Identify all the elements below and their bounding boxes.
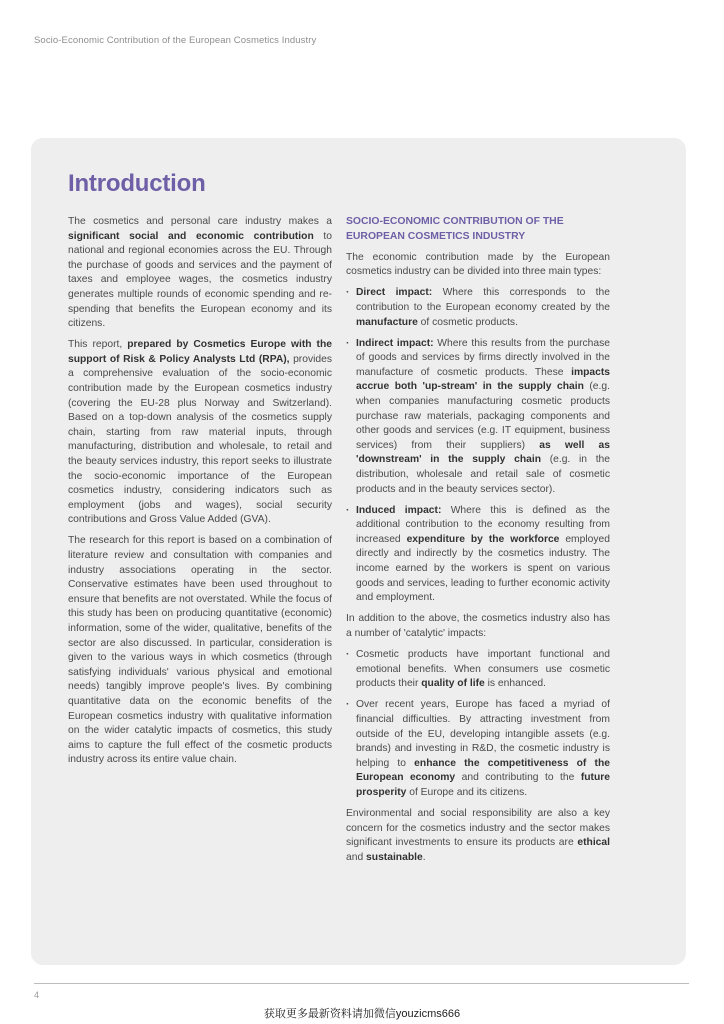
right-column	[346, 215, 610, 872]
closing-paragraph: Environmental and social responsibility are also a key concern for the cosmetics industry and the sector makes significant investments to ensure its products are ethical and sustainable.	[346, 807, 610, 863]
bullet-induced-impact: · Induced impact: Where this is defined as the additional contribution to the economy resulting from increased expenditure by the workforce employed directly and indirectly by the cosmetics industry. The income earned by the workers is spent on various goods and services, leading to further economic activity and employment.	[346, 504, 610, 606]
page-title: Introduction	[68, 170, 206, 197]
bullet-indirect-impact: · Indirect impact: Where this results from the purchase of goods and services by firms directly involved in the manufacture of cosmetic products. These impacts accrue both 'up-stream' in the supply chain (e.g. when companies manufacturing cosmetic products purchase raw materials, packaging components and other goods and services (e.g. IT equipment, business services) from their suppliers) as well as 'downstream' in the supply chain (e.g. in the distribution, wholesale and retail sale of cosmetic products and in the beauty services sector).	[346, 337, 610, 498]
intro-paragraph-1: The cosmetics and personal care industry makes a significant social and economic contribution to national and regional economies across the EU. Through the purchase of goods and services and the payment of taxes and employee wages, the cosmetics industry generates multiple rounds of economic spending and re-spending that benefits the European economy and its citizens.	[68, 216, 332, 330]
contribution-intro: The economic contribution made by the European cosmetics industry can be divided into three main types:	[346, 251, 610, 278]
watermark-text: 获取更多最新资料请加微信youzicms666	[263, 1008, 461, 1020]
running-header: Socio-Economic Contribution of the European Cosmetics Industry	[34, 35, 317, 46]
intro-paragraph-2: This report, prepared by Cosmetics Europe with the support of Risk & Policy Analysts Ltd (RPA), provides a comprehensive evaluation of the socio-economic contribution made by the European cosmetics industry (covering the EU-28 plus Norway and Switzerland). Based on a top-down analysis of the cosmetics supply chain, starting from raw material inputs, through manufacturing, distribution and wholesale, to retail and the beauty services industry, this report seeks to illustrate the socio-economic importance of the European cosmetics industry, considering indicators such as employment (jobs and wages), social security contributions and Gross Value Added (GVA).	[68, 339, 333, 526]
impact-types-list	[346, 286, 610, 605]
left-column	[68, 215, 332, 774]
intro-paragraph-3: The research for this report is based on a combination of literature review and consultation with companies and industry associations operating in the sector. Conservative estimates have been used throughout to ensure that benefits are not overstated. While the focus of this study has been on producing quantitative (economic) information, some of the wider, qualitative, benefits of the sector are also discussed. In particular, consideration is given to the various ways in which cosmetics (through satisfying individuals' various physical and emotional needs) tangibly improve people's lives. By combining quantitative data on the economic benefits of the European cosmetics industry with qualitative information on the wider catalytic impacts of cosmetics, this study aims to capture the full effect of the cosmetic products industry across its entire value chain.	[68, 535, 332, 766]
bullet-quality-of-life: · Cosmetic products have important functional and emotional benefits. When consumers use cosmetic products their quality of life is enhanced.	[346, 648, 610, 692]
page-number: 4	[34, 990, 40, 1000]
catalytic-impacts-list	[346, 648, 610, 800]
catalytic-intro: In addition to the above, the cosmetics industry also has a number of 'catalytic' impacts:	[346, 613, 610, 639]
footer-divider	[34, 983, 689, 984]
section-heading: SOCIO-ECONOMIC CONTRIBUTION OF THE EUROPEAN COSMETICS INDUSTRY	[346, 216, 564, 242]
bullet-direct-impact: · Direct impact: Where this corresponds to the contribution to the European economy created by the manufacture of cosmetic products.	[346, 286, 610, 330]
bullet-competitiveness: · Over recent years, Europe has faced a myriad of financial difficulties. By attracting investment from outside of the EU, developing intangible assets (e.g. brands) and investing in R&D, the cosmetic industry is helping to enhance the competitiveness of the European economy and contributing to the future prosperity of Europe and its citizens.	[346, 698, 610, 800]
